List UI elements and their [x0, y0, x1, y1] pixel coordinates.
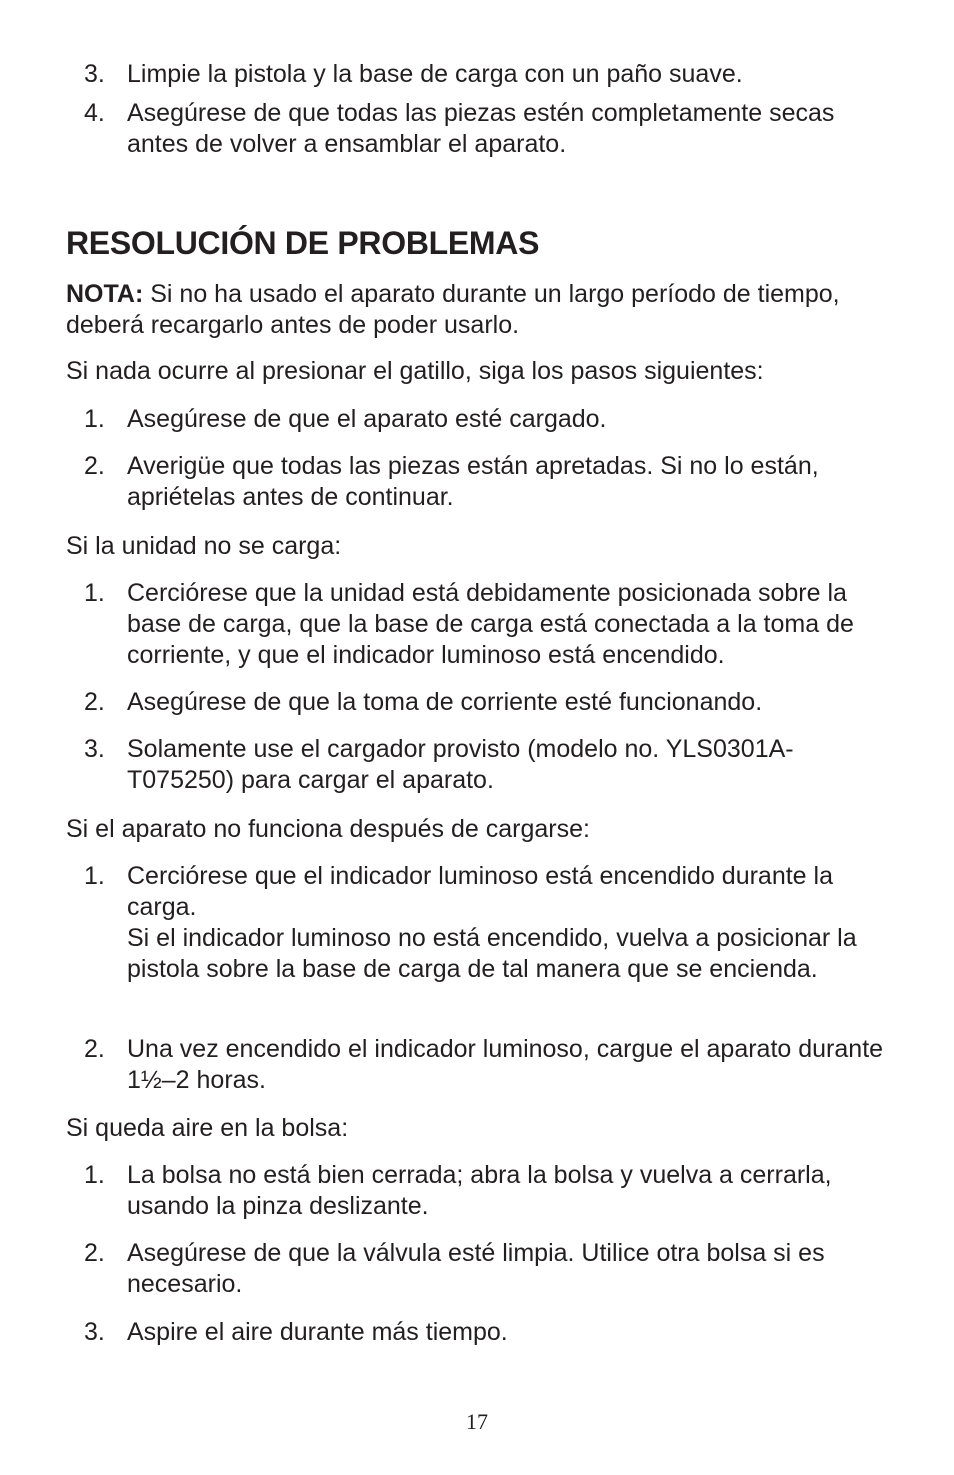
- section-intro: Si la unidad no se carga:: [66, 532, 342, 560]
- list-number: 1.: [84, 405, 105, 433]
- cleaning-steps-list-2: [0, 98, 954, 160]
- list-text: Asegúrese de que el aparato esté cargado.: [127, 405, 607, 433]
- list-text: Solamente use el cargador provisto (modelo no. YLS0301A-T075250) para cargar el aparato.: [127, 735, 794, 794]
- list-text: La bolsa no está bien cerrada; abra la bolsa y vuelva a cerrarla, usando la pinza deslizante.: [127, 1161, 832, 1220]
- list-number: 3.: [84, 735, 105, 763]
- list-text: Asegúrese de que la válvula esté limpia. Utilice otra bolsa si es necesario.: [127, 1239, 825, 1298]
- list-number: 1.: [84, 579, 105, 607]
- list-text: Una vez encendido el indicador luminoso, cargue el aparato durante 1½–2 horas.: [127, 1035, 884, 1094]
- list-number: 2.: [84, 1035, 105, 1063]
- list-item: [0, 1160, 954, 1222]
- page-number: 17: [466, 1409, 488, 1434]
- list-item: [0, 861, 954, 985]
- list-item: [0, 451, 954, 513]
- list-number: 2.: [84, 1239, 105, 1267]
- list-number: 3.: [84, 60, 105, 88]
- list-number: 4.: [84, 99, 105, 127]
- note-label: NOTA:: [66, 280, 144, 308]
- note-paragraph: [66, 279, 906, 341]
- section-intro: Si queda aire en la bolsa:: [66, 1114, 349, 1142]
- note-text: Si no ha usado el aparato durante un largo período de tiempo, deberá recargarlo antes de poder usarlo.: [66, 280, 840, 339]
- list-item: [0, 734, 954, 796]
- list-number: 1.: [84, 862, 105, 890]
- section-intro: Si nada ocurre al presionar el gatillo, siga los pasos siguientes:: [66, 357, 764, 385]
- list-item: [0, 59, 954, 90]
- list-number: 2.: [84, 688, 105, 716]
- cleaning-steps-list: [0, 59, 954, 90]
- list-number: 2.: [84, 452, 105, 480]
- list-item: [0, 1317, 954, 1348]
- list-item: [0, 98, 954, 160]
- list-text: Limpie la pistola y la base de carga con un paño suave.: [127, 60, 743, 88]
- list-item: [0, 578, 954, 671]
- list-number: 3.: [84, 1318, 105, 1346]
- list-number: 1.: [84, 1161, 105, 1189]
- list-item: [0, 404, 954, 435]
- list-item: [0, 687, 954, 718]
- list-text: Cerciórese que la unidad está debidamente posicionada sobre la base de carga, que la base de carga está conectada a la toma de corriente, y que el indicador luminoso está encendido.: [127, 579, 854, 669]
- list-text: Cerciórese que el indicador luminoso está encendido durante la carga.: [127, 862, 833, 921]
- section-heading: RESOLUCIÓN DE PROBLEMAS: [66, 225, 540, 261]
- list-text-continued: Si el indicador luminoso no está encendido, vuelva a posicionar la pistola sobre la base de carga de tal manera que se encienda.: [127, 924, 857, 983]
- list-text: Aspire el aire durante más tiempo.: [127, 1318, 508, 1346]
- section-intro: Si el aparato no funciona después de cargarse:: [66, 815, 590, 843]
- list-item: [0, 1034, 954, 1096]
- list-text: Asegúrese de que todas las piezas estén completamente secas antes de volver a ensamblar el aparato.: [127, 99, 835, 158]
- list-text: Asegúrese de que la toma de corriente esté funcionando.: [127, 688, 763, 716]
- list-item: [0, 1238, 954, 1300]
- list-text: Averigüe que todas las piezas están apretadas. Si no lo están, apriételas antes de continuar.: [127, 452, 819, 511]
